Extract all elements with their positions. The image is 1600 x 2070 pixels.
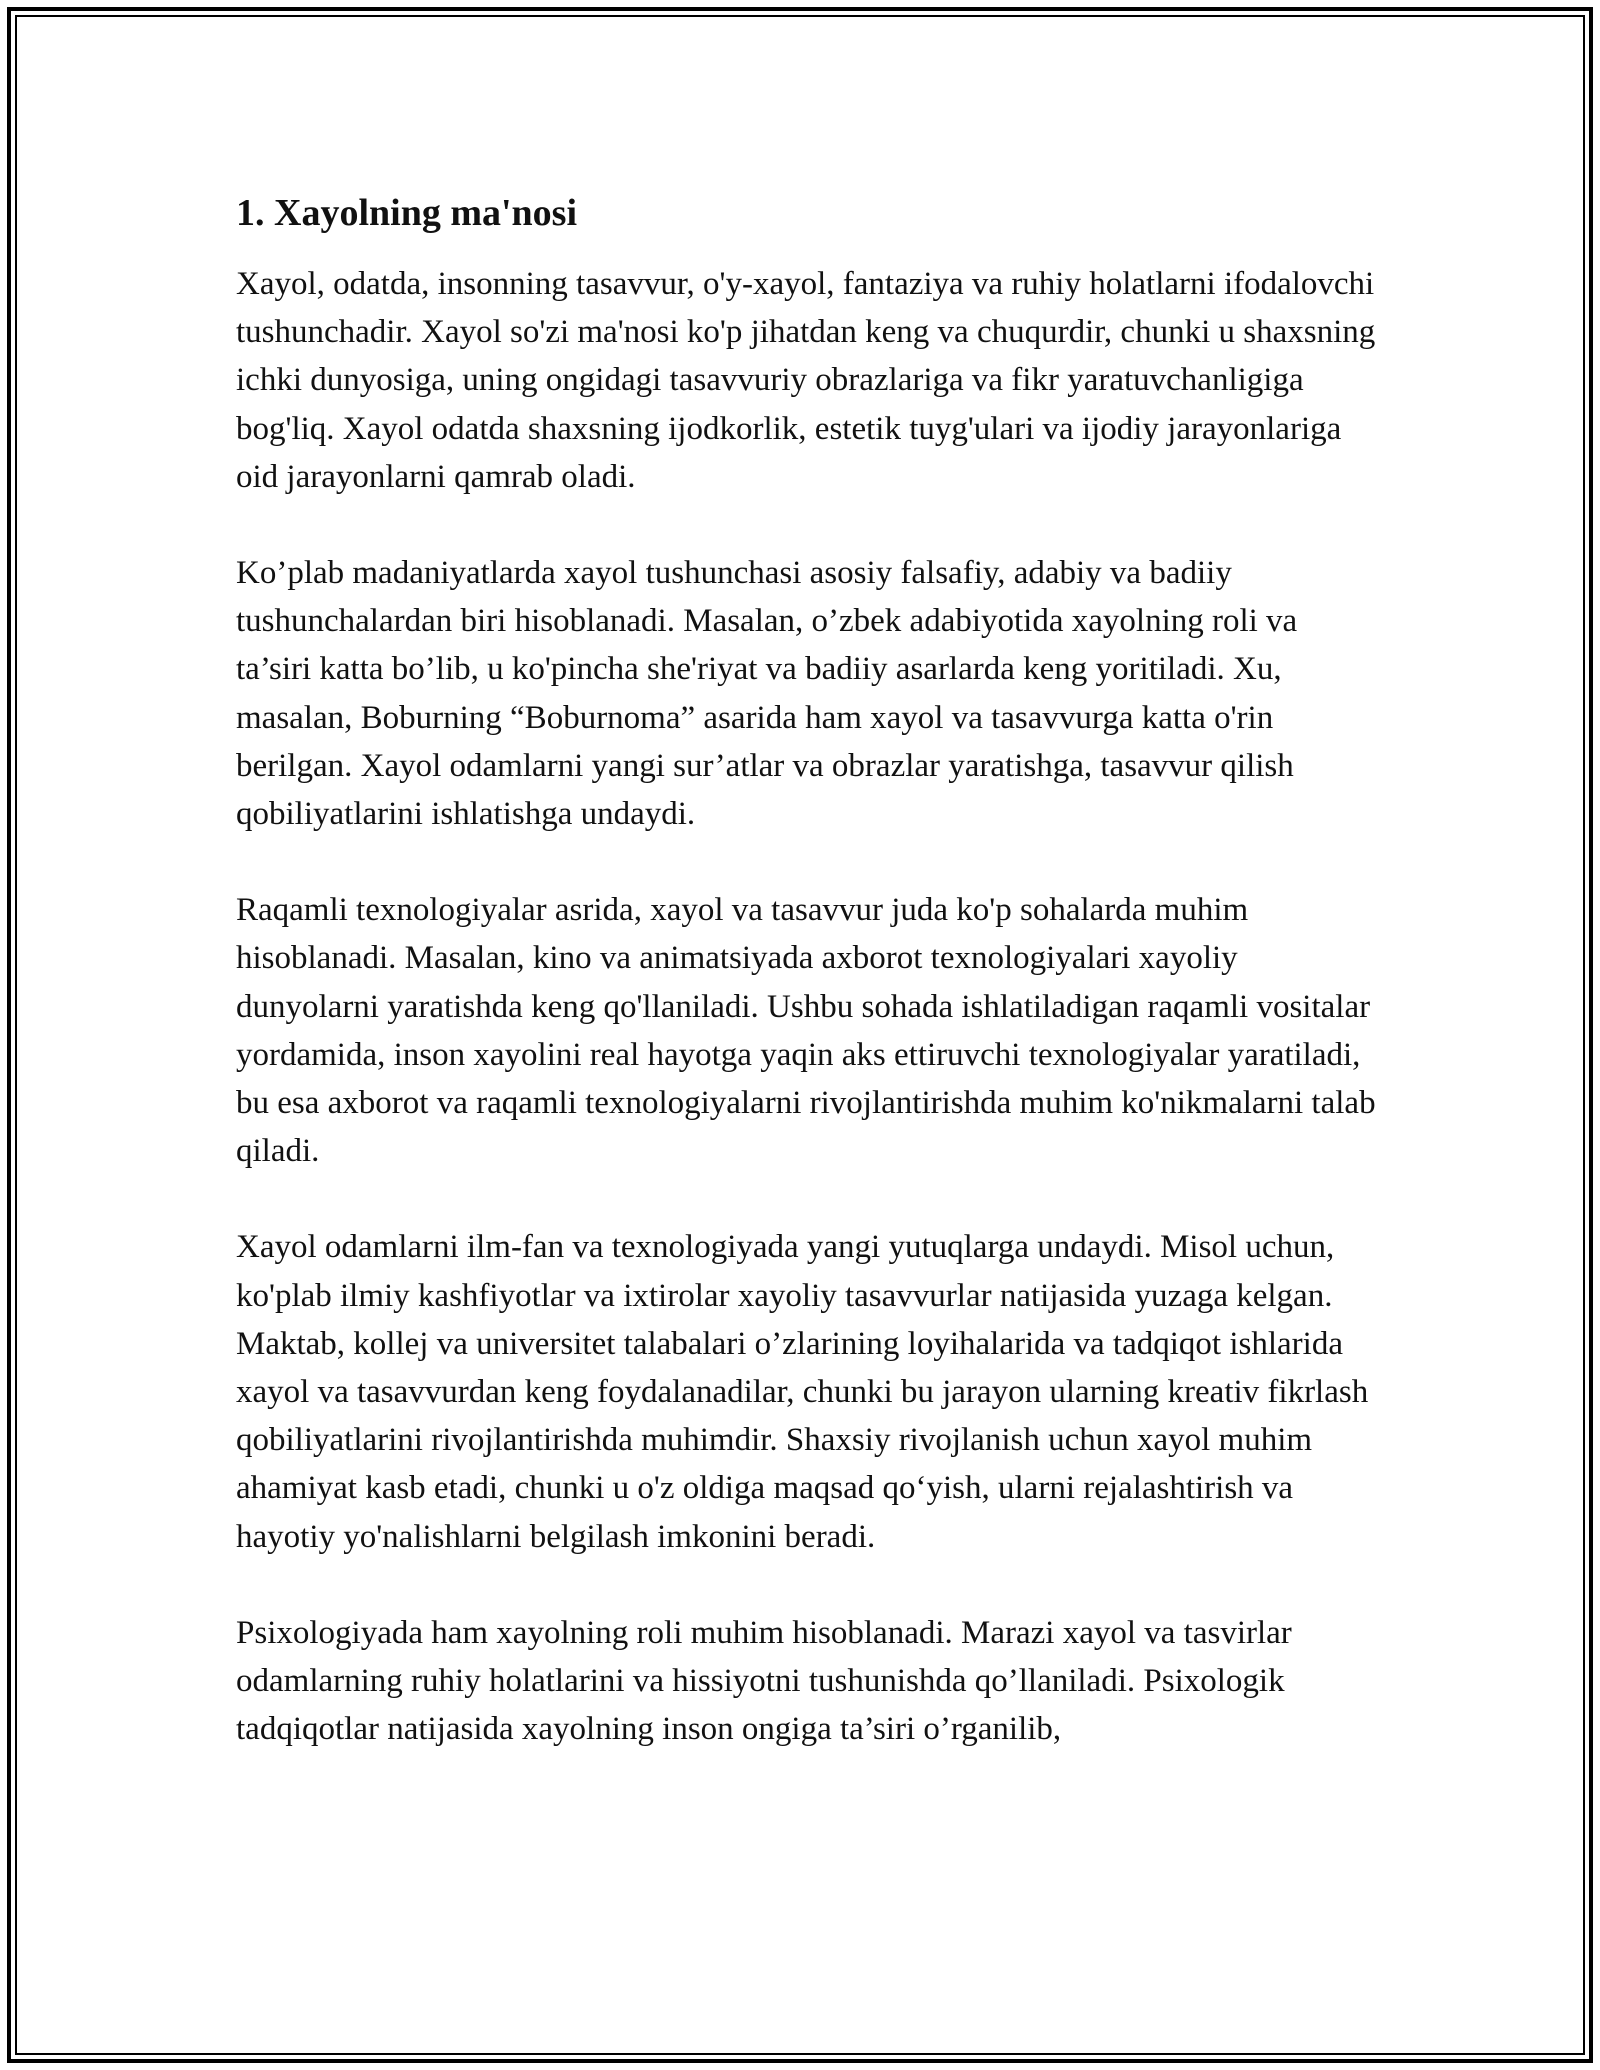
paragraph-1: Xayol, odatda, insonning tasavvur, o'y-xayol, fantaziya va ruhiy holatlarni ifodalovchi tushunchadir. Xayol so'zi ma'nosi ko'p jihatdan keng va chuqurdir, chunki u shaxsning ichki dunyosiga, uning ongidagi tasavvuriy obrazlariga va fikr yaratuvchanligiga bog'liq. Xayol odatda shaxsning ijodkorlik, estetik tuyg'ulari va ijodiy jarayonlariga oid jarayonlarni qamrab oladi. [236, 266, 1376, 495]
section-heading: 1. Xayolning ma'nosi [236, 192, 578, 234]
paragraph-5: Psixologiyada ham xayolning roli muhim hisoblanadi. Marazi xayol va tasvirlar odamlarning ruhiy holatlarini va hissiyotni tushunishda qo’llaniladi. Psixologik tadqiqotlar natijasida xayolning inson ongiga ta’siri o’rganilib, [236, 1614, 1292, 1748]
paragraph-2: Ko’plab madaniyatlarda xayol tushunchasi asosiy falsafiy, adabiy va badiiy tushunchalardan biri hisoblanadi. Masalan, o’zbek adabiyotida xayolning roli va ta’siri katta bo’lib, u ko'pincha she'riyat va badiiy asarlarda keng yoritiladi. Xu, masalan, Boburning “Boburnoma” asarida ham xayol va tasavvurga katta o'rin berilgan. Xayol odamlarni yangi sur’atlar va obrazlar yaratishga, tasavvur qilish qobiliyatlarini ishlatishga undaydi. [236, 555, 1298, 833]
paragraph-4: Xayol odamlarni ilm-fan va texnologiyada yangi yutuqlarga undaydi. Misol uchun, ko'plab ilmiy kashfiyotlar va ixtirolar xayoliy tasavvurlar natijasida yuzaga kelgan. Maktab, kollej va universitet talabalari o’zlarining loyihalarida va tadqiqot ishlarida xayol va tasavvurdan keng foydalanadilar, chunki bu jarayon ularning kreativ fikrlash qobiliyatlarini rivojlantirishda muhimdir. Shaxsiy rivojlanish uchun xayol muhim ahamiyat kasb etadi, chunki u o'z oldiga maqsad qo‘yish, ularni rejalashtirish va hayotiy yo'nalishlarni belgilash imkonini beradi. [236, 1229, 1369, 1555]
document-body [236, 186, 1376, 1753]
paragraph-3: Raqamli texnologiyalar asrida, xayol va tasavvur juda ko'p sohalarda muhim hisoblanadi. Masalan, kino va animatsiyada axborot texnologiyalari xayoliy dunyolarni yaratishda keng qo'llaniladi. Ushbu sohada ishlatiladigan raqamli vositalar yordamida, inson xayolini real hayotga yaqin aks ettiruvchi texnologiyalar yaratiladi, bu esa axborot va raqamli texnologiyalarni rivojlantirishda muhim ko'nikmalarni talab qiladi. [236, 892, 1376, 1170]
